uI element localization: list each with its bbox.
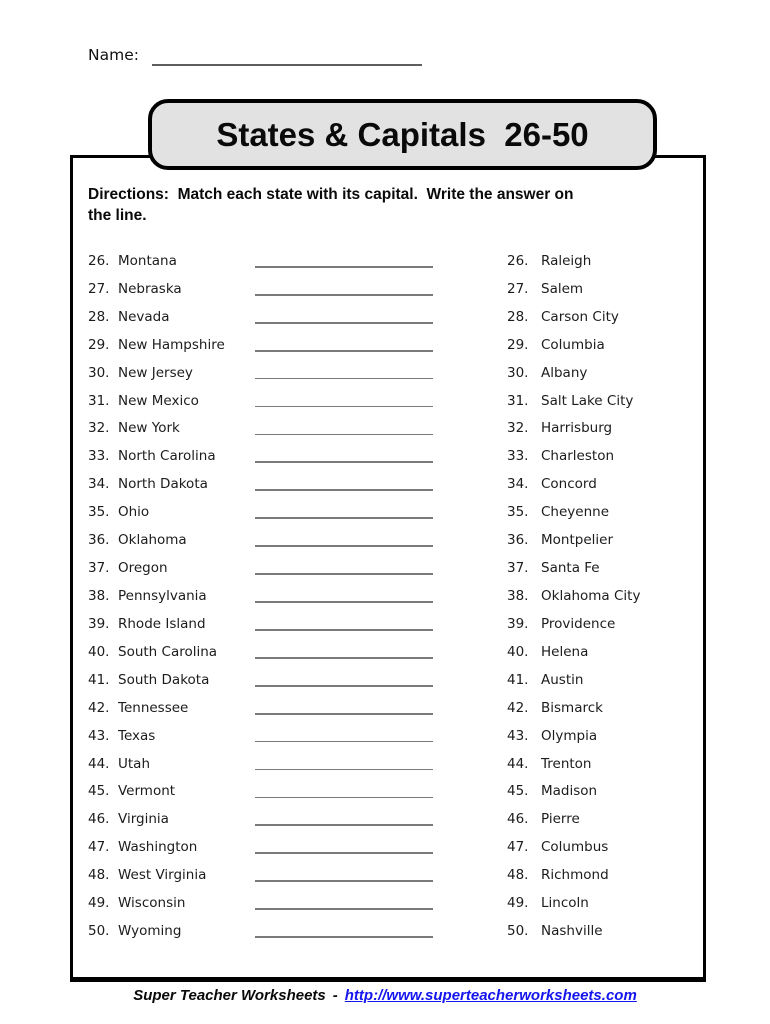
item-number: 26. — [88, 252, 110, 269]
state-row — [88, 722, 458, 750]
capital-row — [507, 666, 697, 694]
answer-line — [255, 517, 433, 519]
item-number: 47. — [507, 839, 529, 856]
state-row — [88, 359, 458, 387]
state-row — [88, 917, 458, 945]
answer-line — [255, 461, 433, 463]
capital-name: Nashville — [541, 923, 603, 940]
item-number: 43. — [88, 727, 110, 744]
answer-line — [255, 294, 433, 296]
state-name: Texas — [118, 727, 156, 744]
states-list — [88, 247, 458, 945]
state-row — [88, 582, 458, 610]
capitals-list — [507, 247, 697, 945]
state-row — [88, 526, 458, 554]
item-number: 50. — [507, 923, 529, 940]
state-name: West Virginia — [118, 867, 207, 884]
state-row — [88, 610, 458, 638]
item-number: 34. — [88, 476, 110, 493]
page-title: States & Capitals 26-50 — [216, 115, 589, 153]
answer-line — [255, 573, 433, 575]
item-number: 44. — [88, 755, 110, 772]
state-name: North Carolina — [118, 448, 216, 465]
state-name: Ohio — [118, 504, 150, 521]
item-number: 33. — [507, 448, 529, 465]
item-number: 45. — [88, 783, 110, 800]
capital-row — [507, 359, 697, 387]
answer-line — [255, 601, 433, 603]
capital-row — [507, 331, 697, 359]
item-number: 34. — [507, 476, 529, 493]
answer-line — [255, 741, 433, 743]
capital-row — [507, 833, 697, 861]
capital-name: Madison — [541, 783, 598, 800]
capital-row — [507, 526, 697, 554]
state-name: Pennsylvania — [118, 588, 207, 605]
worksheet-box — [70, 155, 706, 982]
state-name: South Dakota — [118, 671, 210, 688]
capital-name: Montpelier — [541, 532, 613, 549]
item-number: 46. — [507, 811, 529, 828]
state-row — [88, 778, 458, 806]
answer-line — [255, 350, 433, 352]
item-number: 35. — [88, 504, 110, 521]
directions-line2: the line. — [88, 207, 147, 224]
state-row — [88, 750, 458, 778]
state-name: Nevada — [118, 308, 170, 325]
item-number: 29. — [507, 336, 529, 353]
capital-row — [507, 554, 697, 582]
footer-separator: - — [332, 987, 338, 1004]
answer-line — [255, 629, 433, 631]
capital-name: Columbus — [541, 839, 609, 856]
answer-line — [255, 685, 433, 687]
item-number: 49. — [88, 895, 110, 912]
item-number: 46. — [88, 811, 110, 828]
item-number: 32. — [507, 420, 529, 437]
state-name: Montana — [118, 252, 177, 269]
capital-name: Raleigh — [541, 252, 592, 269]
item-number: 33. — [88, 448, 110, 465]
state-name: Utah — [118, 755, 151, 772]
answer-line — [255, 936, 433, 938]
item-number: 26. — [507, 252, 529, 269]
footer-brand: Super Teacher Worksheets — [133, 987, 326, 1004]
capital-name: Columbia — [541, 336, 605, 353]
state-row — [88, 554, 458, 582]
state-row — [88, 666, 458, 694]
capital-row — [507, 247, 697, 275]
state-row — [88, 415, 458, 443]
capital-name: Concord — [541, 476, 597, 493]
item-number: 39. — [88, 615, 110, 632]
state-name: Wisconsin — [118, 895, 186, 912]
state-name: Vermont — [118, 783, 176, 800]
item-number: 48. — [88, 867, 110, 884]
state-name: New Hampshire — [118, 336, 225, 353]
answer-line — [255, 322, 433, 324]
item-number: 31. — [507, 392, 529, 409]
capital-row — [507, 415, 697, 443]
item-number: 31. — [88, 392, 110, 409]
item-number: 43. — [507, 727, 529, 744]
state-name: Wyoming — [118, 923, 182, 940]
capital-name: Richmond — [541, 867, 609, 884]
state-name: Rhode Island — [118, 615, 206, 632]
item-number: 40. — [88, 643, 110, 660]
item-number: 27. — [507, 280, 529, 297]
state-row — [88, 442, 458, 470]
state-name: Virginia — [118, 811, 169, 828]
state-row — [88, 275, 458, 303]
item-number: 49. — [507, 895, 529, 912]
state-row — [88, 889, 458, 917]
capital-name: Carson City — [541, 308, 619, 325]
item-number: 27. — [88, 280, 110, 297]
state-name: Tennessee — [118, 699, 189, 716]
directions-line1: Directions: Match each state with its capital. Write the answer on — [88, 186, 574, 203]
capital-row — [507, 275, 697, 303]
capital-name: Oklahoma City — [541, 588, 641, 605]
state-name: Washington — [118, 839, 198, 856]
capital-row — [507, 722, 697, 750]
item-number: 28. — [88, 308, 110, 325]
item-number: 36. — [88, 532, 110, 549]
state-name: Oregon — [118, 560, 168, 577]
capital-row — [507, 610, 697, 638]
capital-row — [507, 861, 697, 889]
state-name: New Jersey — [118, 364, 193, 381]
item-number: 42. — [88, 699, 110, 716]
capital-name: Harrisburg — [541, 420, 613, 437]
capital-name: Lincoln — [541, 895, 589, 912]
answer-line — [255, 852, 433, 854]
capital-row — [507, 750, 697, 778]
capital-name: Providence — [541, 615, 616, 632]
state-name: New York — [118, 420, 180, 437]
item-number: 37. — [507, 560, 529, 577]
state-row — [88, 303, 458, 331]
answer-line — [255, 713, 433, 715]
capital-row — [507, 303, 697, 331]
state-row — [88, 861, 458, 889]
footer-site-link[interactable]: http://www.superteacherworksheets.com — [344, 987, 637, 1004]
item-number: 40. — [507, 643, 529, 660]
item-number: 37. — [88, 560, 110, 577]
name-label: Name: — [88, 46, 139, 64]
state-row — [88, 498, 458, 526]
directions — [88, 184, 688, 226]
item-number: 29. — [88, 336, 110, 353]
capital-row — [507, 638, 697, 666]
state-name: Nebraska — [118, 280, 182, 297]
answer-line — [255, 434, 433, 436]
item-number: 50. — [88, 923, 110, 940]
capital-name: Charleston — [541, 448, 615, 465]
answer-line — [255, 908, 433, 910]
item-number: 32. — [88, 420, 110, 437]
state-row — [88, 694, 458, 722]
capital-name: Salem — [541, 280, 584, 297]
answer-line — [255, 880, 433, 882]
state-row — [88, 247, 458, 275]
title-banner — [148, 99, 657, 170]
capital-row — [507, 917, 697, 945]
answer-line — [255, 378, 433, 380]
capital-row — [507, 694, 697, 722]
capital-row — [507, 498, 697, 526]
item-number: 42. — [507, 699, 529, 716]
state-row — [88, 805, 458, 833]
state-name: New Mexico — [118, 392, 199, 409]
answer-line — [255, 797, 433, 799]
capital-name: Cheyenne — [541, 504, 610, 521]
item-number: 41. — [507, 671, 529, 688]
state-name: Oklahoma — [118, 532, 187, 549]
capital-name: Pierre — [541, 811, 580, 828]
capital-row — [507, 442, 697, 470]
answer-line — [255, 769, 433, 771]
state-name: South Carolina — [118, 643, 218, 660]
answer-line — [255, 657, 433, 659]
capital-name: Albany — [541, 364, 588, 381]
state-row — [88, 833, 458, 861]
state-row — [88, 331, 458, 359]
state-row — [88, 638, 458, 666]
capital-name: Helena — [541, 643, 589, 660]
capital-row — [507, 889, 697, 917]
capital-name: Austin — [541, 671, 584, 688]
footer — [0, 987, 770, 1004]
state-row — [88, 387, 458, 415]
item-number: 30. — [507, 364, 529, 381]
answer-line — [255, 824, 433, 826]
item-number: 36. — [507, 532, 529, 549]
item-number: 41. — [88, 671, 110, 688]
capital-row — [507, 778, 697, 806]
capital-name: Salt Lake City — [541, 392, 634, 409]
answer-line — [255, 489, 433, 491]
item-number: 38. — [507, 588, 529, 605]
state-name: North Dakota — [118, 476, 208, 493]
capital-name: Bismarck — [541, 699, 603, 716]
answer-line — [255, 406, 433, 408]
capital-name: Santa Fe — [541, 560, 600, 577]
answer-line — [255, 266, 433, 268]
name-blank-line — [152, 64, 422, 66]
item-number: 45. — [507, 783, 529, 800]
item-number: 35. — [507, 504, 529, 521]
capital-row — [507, 582, 697, 610]
item-number: 38. — [88, 588, 110, 605]
item-number: 30. — [88, 364, 110, 381]
item-number: 39. — [507, 615, 529, 632]
state-row — [88, 470, 458, 498]
item-number: 47. — [88, 839, 110, 856]
item-number: 28. — [507, 308, 529, 325]
capital-row — [507, 387, 697, 415]
capital-name: Trenton — [541, 755, 592, 772]
capital-row — [507, 805, 697, 833]
answer-line — [255, 545, 433, 547]
item-number: 44. — [507, 755, 529, 772]
item-number: 48. — [507, 867, 529, 884]
capital-row — [507, 470, 697, 498]
capital-name: Olympia — [541, 727, 598, 744]
